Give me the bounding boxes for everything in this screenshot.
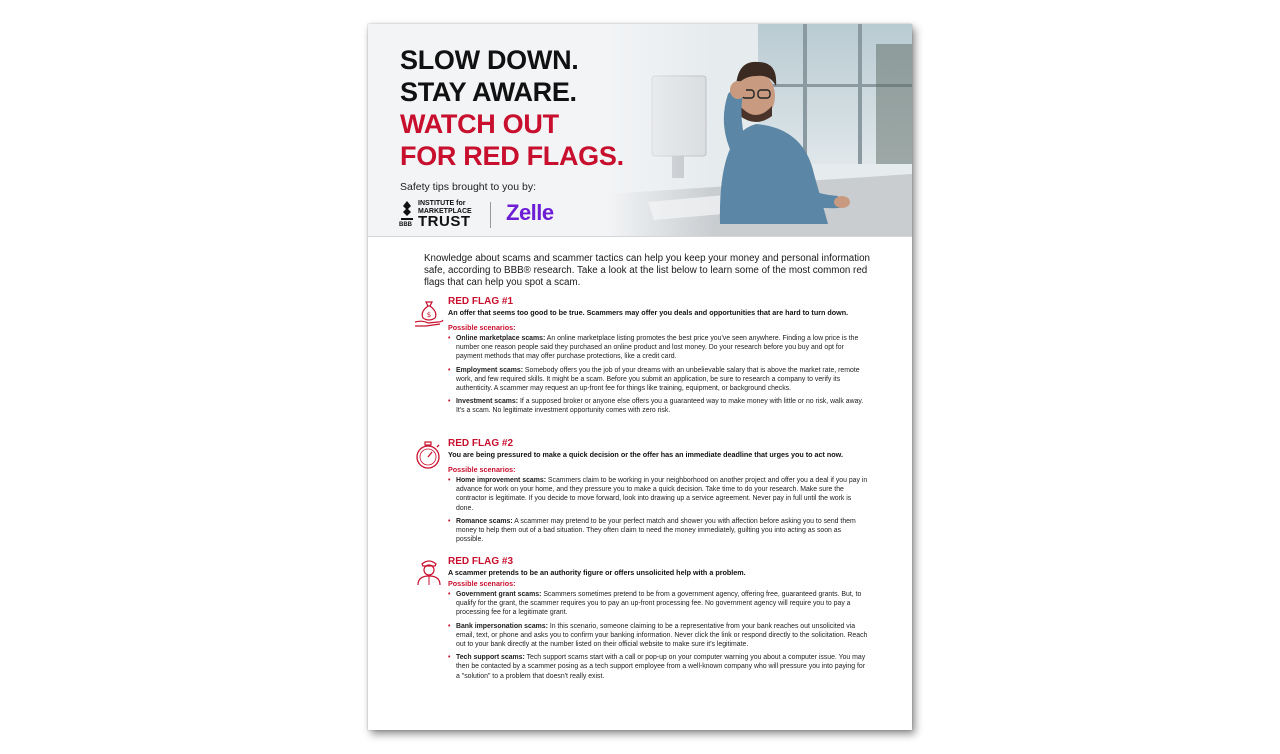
list-item: • Romance scams: A scammer may pretend to be your perfect match and shower you with affection before asking you to send them money to help them out of a bad situation. They often claim to need the money immediately, guilting you into acting as soon as possible. [448,517,868,545]
scenarios-label: Possible scenarios: [448,465,516,474]
hero-banner [368,24,912,237]
scenarios-label: Possible scenarios: [448,323,516,332]
headline-line-3: WATCH OUT [400,109,559,139]
svg-text:$: $ [426,311,432,319]
red-flag-2-list [448,476,868,548]
red-flag-3-list [448,590,868,685]
red-flag-2-title: RED FLAG #2 [448,438,514,449]
list-item: • Tech support scams: Tech support scams start with a call or pop-up on your computer warning you about a computer issue. You may then be contacted by a scammer posing as a tech support employee from a well-known company who will pressure you into paying for a "solution" to a problem that doesn't really exist. [448,653,868,681]
headline-line-1: SLOW DOWN. [400,45,579,75]
bbb-institute-text: INSTITUTE for [418,200,466,207]
official-person-icon [414,556,444,586]
headline [400,44,624,172]
scenarios-label: Possible scenarios: [448,579,516,588]
list-item: • Employment scams: Somebody offers you the job of your dreams with an unbelievable salary that is above the market rate, remote work, and few required skills. It might be a scam. Before you submit an application, be sure to research a company to verify its authenticity. A scammer may request an up-front fee for things like training, equipment, or background checks. [448,366,868,394]
list-item: • Online marketplace scams: An online marketplace listing promotes the best price you've seen anywhere. Finding a low price is the number one reason people said they purchased an online product and lost money. Do your research before you buy and opt for payment methods that may offer purchase protections, like a credit card. [448,334,868,362]
zelle-logo: Zelle [506,200,554,225]
logo-divider [490,202,491,228]
hero-photo [608,24,912,236]
headline-line-2: STAY AWARE. [400,77,577,107]
list-item: • Investment scams: If a supposed broker or anyone else offers you a guaranteed way to make money with little or no risk, walk away. It's a scam. No legitimate investment opportunity comes with zero risk. [448,397,868,415]
document-page [368,24,912,730]
money-bag-hand-icon [414,298,444,328]
red-flag-3-title: RED FLAG #3 [448,556,514,567]
red-flag-3-subtitle: A scammer pretends to be an authority figure or offers unsolicited help with a problem. [448,568,746,577]
red-flag-1-title: RED FLAG #1 [448,296,514,307]
stopwatch-icon [414,440,444,470]
bbb-trust-text: TRUST [418,213,471,230]
headline-line-4: FOR RED FLAGS. [400,141,624,171]
intro-paragraph: Knowledge about scams and scammer tactics can help you keep your money and personal information safe, according to BBB® research. Take a look at the list below to learn some of the most common red flags that can help you spot a scam. [424,253,871,288]
bbb-mark: BBB [399,222,412,228]
red-flag-2-subtitle: You are being pressured to make a quick decision or the offer has an immediate deadline that urges you to act now. [448,450,844,459]
red-flag-1-list [448,334,868,420]
sponsor-line: Safety tips brought to you by: [400,181,536,193]
list-item: • Government grant scams: Scammers sometimes pretend to be from a government agency, offering free, guaranteed grants. But, to qualify for the grant, the scammer requires you to pay an up-front processing fee. No government agency will require you to pay a processing fee for a legitimate grant. [448,590,868,618]
bbb-marketplace-text: MARKETPLACE [418,208,472,215]
list-item: • Bank impersonation scams: In this scenario, someone claiming to be a representative from your bank reaches out unsolicited via email, text, or phone and asks you to confirm your banking information. Never click the link or respond directly to the solicitation. Reach out to your bank directly at the number listed on their official website to make sure it's legitimate. [448,622,868,650]
list-item: • Home improvement scams: Scammers claim to be working in your neighborhood on another project and offer you a deal if you pay in advance for work on your home, and they pressure you to make a quick decision. Take time to do your research. Make sure the contractor is legitimate. If you decide to move forward, look into drawing up a service agreement. Never pay in full until the work is done. [448,476,868,513]
red-flag-1-subtitle: An offer that seems too good to be true. Scammers may offer you deals and opportunities that are hard to turn down. [448,308,849,317]
